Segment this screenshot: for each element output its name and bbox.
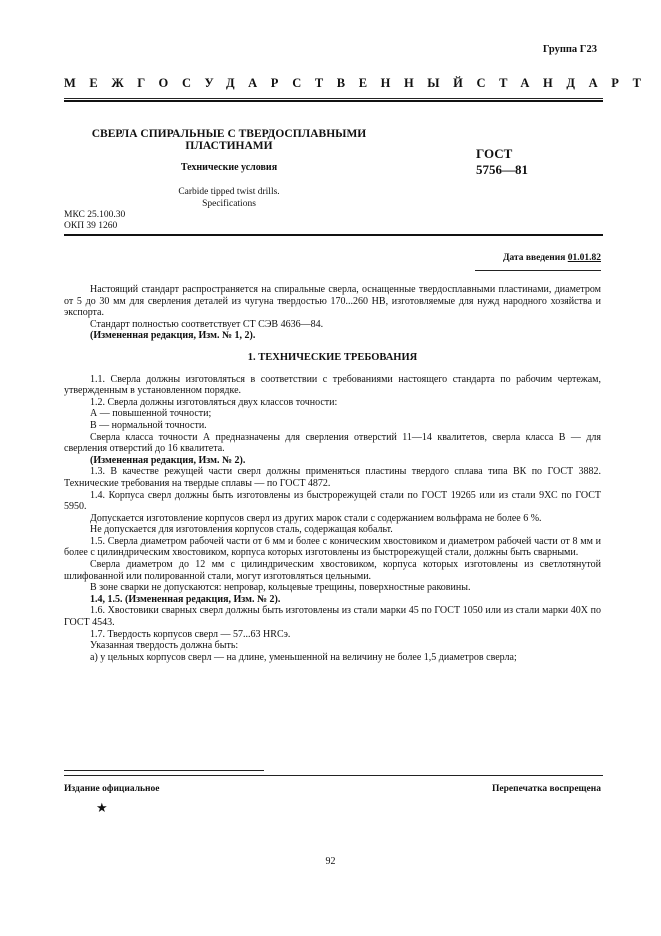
document-body	[64, 284, 601, 663]
english-title	[64, 186, 394, 210]
standard-banner	[64, 76, 655, 91]
top-divider-thick	[64, 100, 603, 102]
document-subtitle: Технические условия	[180, 162, 278, 173]
effective-date	[503, 253, 601, 263]
okp-code: ОКП 39 1260	[64, 221, 118, 231]
banner-word-interstate: МЕЖГОСУДАРСТВЕННЫЙ	[64, 76, 477, 90]
section-paragraph: Не допускается для изготовления корпусов сталь, содержащая кобальт.	[90, 524, 393, 536]
mks-code: МКС 25.100.30	[64, 210, 126, 220]
section-paragraph: В зоне сварки не допускаются: непровар, кольцевые трещины, поверхностные раковины.	[90, 582, 471, 594]
section-heading: 1. ТЕХНИЧЕСКИЕ ТРЕБОВАНИЯ	[247, 351, 418, 363]
footer-divider-left	[64, 770, 264, 771]
effective-date-label: Дата введения	[502, 253, 566, 263]
gost-designation	[476, 146, 528, 178]
section-paragraph: Указанная твердость должна быть:	[90, 640, 239, 652]
official-edition-note: Издание официальное	[64, 784, 160, 794]
amendment-note: (Измененная редакция, Изм. № 2).	[90, 454, 246, 466]
star-icon: ★	[96, 800, 108, 815]
section-paragraph: 1.5. Сверла диаметром рабочей части от 6 мм и более с коническим хвостовиком и диаметром рабочей части от 8 мм и более с цилиндрическим хвостовиком, корпуса которых изготовлены из быстрорежущей стали, должны быть сварными.	[64, 535, 601, 559]
section-paragraph: а) у цельных корпусов сверл — на длине, уменьшенной на величину не более 1,5 диаметров сверла;	[90, 651, 517, 663]
intro-paragraph: Стандарт полностью соответствует СТ СЭВ 4636—84.	[90, 318, 324, 330]
english-title-line-1: Carbide tipped twist drills.	[178, 187, 280, 197]
date-divider	[475, 270, 601, 271]
section-paragraph: Сверла диаметром до 12 мм с цилиндрическим хвостовиком, корпуса которых изготовлены из светлотянутой шлифованной или полированной стали, могут изготовляться цельными.	[64, 559, 601, 582]
effective-date-value: 01.01.82	[567, 253, 601, 263]
header-bottom-divider	[64, 234, 603, 236]
section-paragraph: В — нормальной точности.	[90, 419, 207, 431]
section-paragraph: 1.3. В качестве режущей части сверл должны применяться пластины твердого сплава типа ВК по ГОСТ 3882. Технические требования на твердые сплавы — по ГОСТ 4872.	[64, 466, 601, 489]
document-title	[64, 128, 394, 152]
amendment-note: 1.4, 1.5. (Измененная редакция, Изм. № 2).	[90, 593, 281, 605]
english-title-line-2: Specifications	[202, 199, 256, 209]
section-paragraph: 1.1. Сверла должны изготовляться в соответствии с требованиями настоящего стандарта по рабочим чертежам, утвержденным в установленном порядке.	[64, 373, 601, 397]
section-paragraph: Сверла класса точности А предназначены для сверления отверстий 11—14 квалитетов, сверла класса В — для сверления отверстий до 16 квалитета.	[64, 431, 601, 455]
banner-word-standard: СТАНДАРТ	[476, 76, 655, 90]
group-code: Группа Г23	[542, 44, 597, 55]
section-paragraph: 1.7. Твердость корпусов сверл — 57...63 HRCэ.	[90, 628, 291, 640]
section-paragraph: 1.4. Корпуса сверл должны быть изготовлены из быстрорежущей стали по ГОСТ 19265 или из стали 9ХС по ГОСТ 5950.	[64, 489, 601, 513]
section-paragraph: Допускается изготовление корпусов сверл из других марок стали с содержанием вольфрама не более 6 %.	[90, 512, 542, 524]
page-number: 92	[325, 856, 336, 867]
gost-label: ГОСТ	[476, 146, 513, 161]
title-line-1: СВЕРЛА СПИРАЛЬНЫЕ С ТВЕРДОСПЛАВНЫМИ	[91, 128, 367, 140]
intro-paragraph: Настоящий стандарт распространяется на спиральные сверла, оснащенные твердосплавными пластинами, диаметром от 5 до 30 мм для сверления деталей из чугуна твердостью 170...260 HB, изготовляемые для нужд народного хозяйства и экспорта.	[64, 284, 601, 319]
section-paragraph: А — повышенной точности;	[90, 408, 212, 420]
footer-divider	[64, 775, 603, 776]
section-paragraph: 1.2. Сверла должны изготовляться двух классов точности:	[90, 396, 338, 408]
title-line-2: ПЛАСТИНАМИ	[185, 140, 273, 152]
gost-number: 5756—81	[476, 162, 528, 177]
intro-amendment-note: (Измененная редакция, Изм. № 1, 2).	[90, 330, 256, 342]
classification-codes	[64, 210, 125, 232]
section-paragraph: 1.6. Хвостовики сварных сверл должны быть изготовлены из стали марки 45 по ГОСТ 1050 или из стали марки 40Х по ГОСТ 4543.	[64, 605, 601, 629]
top-divider-thin	[64, 98, 603, 99]
reprint-prohibited-note: Перепечатка воспрещена	[491, 784, 601, 794]
